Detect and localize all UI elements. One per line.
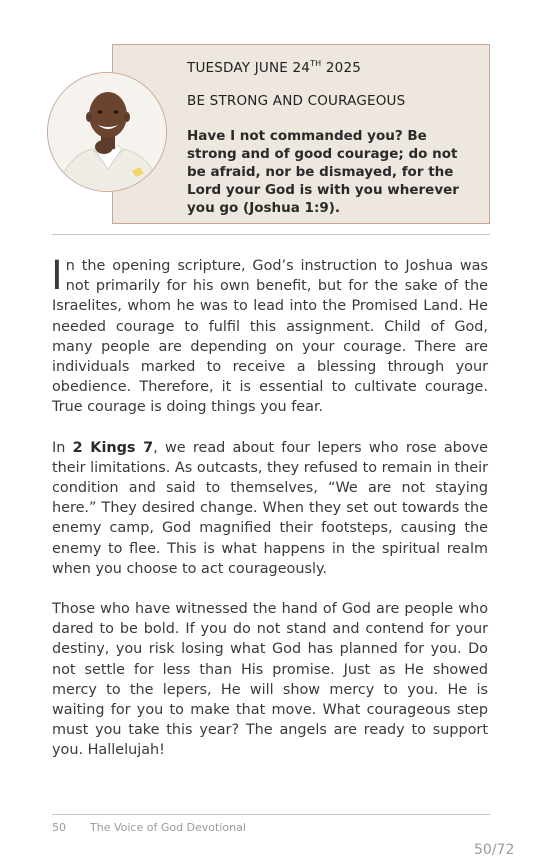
devotional-body	[51, 253, 488, 781]
header-scripture: Have I not commanded you? Be strong and of good courage; do not be afraid, nor be dismayed, for the Lord your God is with you wherever you go (Joshua 1:9).	[187, 128, 459, 216]
header-box	[112, 44, 490, 224]
paragraph-1: In the opening scripture, God’s instruction to Joshua was not primarily for his own benefit, but for the sake of the Israelites, whom he was to lead into the Promised Land. He needed courage to fulfil this assignment. Child of God, many people are depending on your courage. There are individuals marked to receive a blessing through your obedience. Therefore, it is essential to cultivate courage. True courage is doing things you fear.	[51, 253, 488, 416]
scripture-reference: 2 Kings 7	[72, 439, 154, 456]
viewer-page-counter: 50/72	[474, 842, 515, 858]
top-divider	[52, 234, 490, 235]
footer-book-title: The Voice of God Devotional	[90, 821, 246, 834]
paragraph-2: In 2 Kings 7, we read about four lepers who rose above their limitations. As outcasts, they refused to remain in their condition and said to themselves, “We are not staying here.” They desired change. When they set out towards the enemy camp, God magnified their footsteps, causing the enemy to flee. This is what happens in the spiritual realm when you choose to act courageously.	[52, 439, 488, 577]
bottom-divider	[52, 814, 490, 815]
header-date: TUESDAY JUNE 24TH 2025	[187, 59, 362, 76]
devotional-title: BE STRONG AND COURAGEOUS	[187, 93, 406, 109]
paragraph-3: Those who have witnessed the hand of God are people who dared to be bold. If you do not stand and contend for your destiny, you risk losing what God has planned for you. Do not settle for less than His promise. Just as He showed mercy to the lepers, He will show mercy to you. He is waiting for you to make that move. What courageous step must you take this year? The angels are ready to support you. Hallelujah!	[52, 601, 488, 759]
footer-page-number: 50	[52, 821, 66, 834]
dropcap: I	[51, 253, 63, 299]
author-portrait	[47, 72, 167, 192]
